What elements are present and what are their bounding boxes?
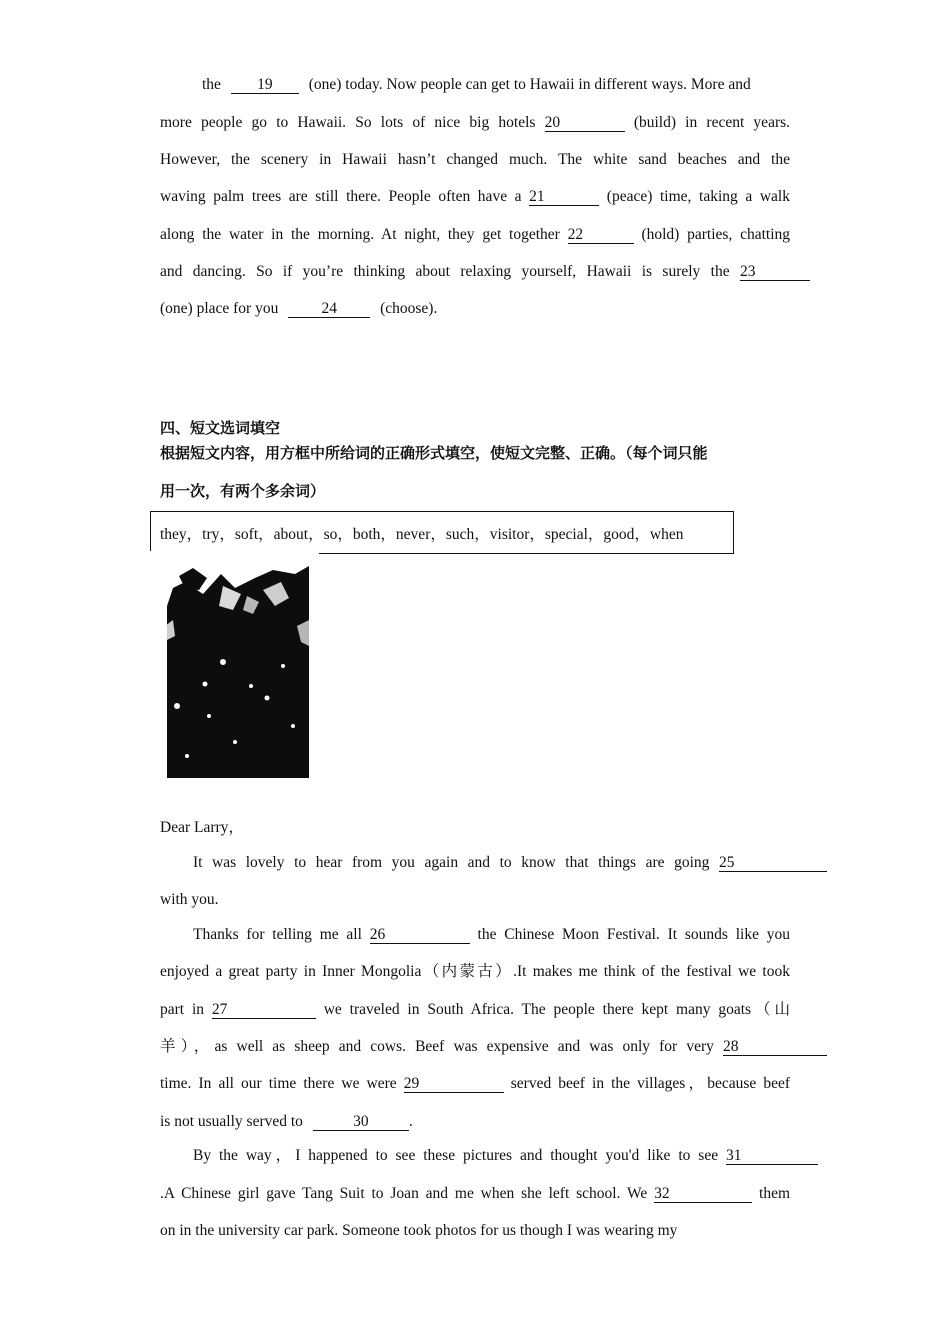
- letter-p3-line2: .A Chinese girl gave Tang Suit to Joan and me when she left school. We 32 them: [160, 1185, 791, 1202]
- passage-line-3: However, the scenery in Hawaii hasn’t changed much. The white sand beaches and the: [160, 151, 790, 168]
- section-title: 四、短文选词填空: [160, 419, 281, 437]
- letter-greeting: Dear Larry，: [160, 819, 244, 836]
- letter-p1-line2: with you.: [160, 891, 219, 908]
- photo-image: [163, 566, 311, 780]
- blank-25[interactable]: 25: [719, 855, 827, 872]
- blank-23[interactable]: 23: [740, 264, 810, 281]
- passage-line-6: and dancing. So if you’re thinking about relaxing yourself, Hawaii is surely the 23: [160, 262, 810, 282]
- passage-line-2: more people go to Hawaii. So lots of nice big hotels 20 (build) in recent years.: [160, 114, 791, 131]
- word-list: they，try，soft，about，so，both，never，such，visitor，special，good，when: [160, 526, 684, 543]
- blank-27[interactable]: 27: [212, 1002, 316, 1019]
- blank-26[interactable]: 26: [370, 927, 470, 944]
- passage-line-4: waving palm trees are still there. People often have a 21 (peace) time, taking a walk: [160, 188, 790, 205]
- letter-p2-line1: Thanks for telling me all 26 the Chinese Moon Festival. It sounds like you: [193, 926, 790, 943]
- blank-21[interactable]: 21: [529, 189, 599, 206]
- section-instruction-2: 用一次，有两个多余词）: [160, 482, 326, 500]
- letter-p2-line5: time. In all our time there we were 29 served beef in the villages，because beef: [160, 1075, 790, 1092]
- word-box: [150, 511, 734, 554]
- letter-p3-line1: By the way，I happened to see these pictures and thought you'd like to see 31: [193, 1146, 818, 1166]
- blank-19[interactable]: 19: [231, 77, 299, 94]
- passage-line-1: the 19 (one) today. Now people can get to Hawaii in different ways. More and: [202, 76, 751, 93]
- letter-p2-line6: is not usually served to 30 .: [160, 1113, 413, 1130]
- blank-29[interactable]: 29: [404, 1076, 504, 1093]
- blank-28[interactable]: 28: [723, 1039, 827, 1056]
- blank-30[interactable]: 30: [313, 1114, 409, 1131]
- box-gap: [149, 551, 319, 555]
- letter-p2-line3: part in 27 we traveled in South Africa. The people there kept many goats（山: [160, 1001, 791, 1018]
- letter-p3-line3: on in the university car park. Someone took photos for us though I was wearing my: [160, 1222, 678, 1239]
- blank-31[interactable]: 31: [726, 1148, 818, 1165]
- letter-p2-line4: 羊），as well as sheep and cows. Beef was expensive and was only for very 28: [160, 1037, 827, 1057]
- blank-32[interactable]: 32: [654, 1186, 752, 1203]
- section-instruction-1: 根据短文内容，用方框中所给词的正确形式填空，使短文完整、正确。（每个词只能: [160, 444, 708, 462]
- blank-20[interactable]: 20: [545, 115, 625, 132]
- blank-24[interactable]: 24: [288, 301, 370, 318]
- blank-22[interactable]: 22: [568, 227, 634, 244]
- passage-line-7: (one) place for you 24 (choose).: [160, 300, 438, 317]
- letter-p2-line2: enjoyed a great party in Inner Mongolia（内蒙古）.It makes me think of the festival we took: [160, 963, 790, 980]
- passage-line-5: along the water in the morning. At night, they get together 22 (hold) parties, chatting: [160, 226, 791, 243]
- letter-p1-line1: It was lovely to hear from you again and to know that things are going 25: [193, 853, 827, 873]
